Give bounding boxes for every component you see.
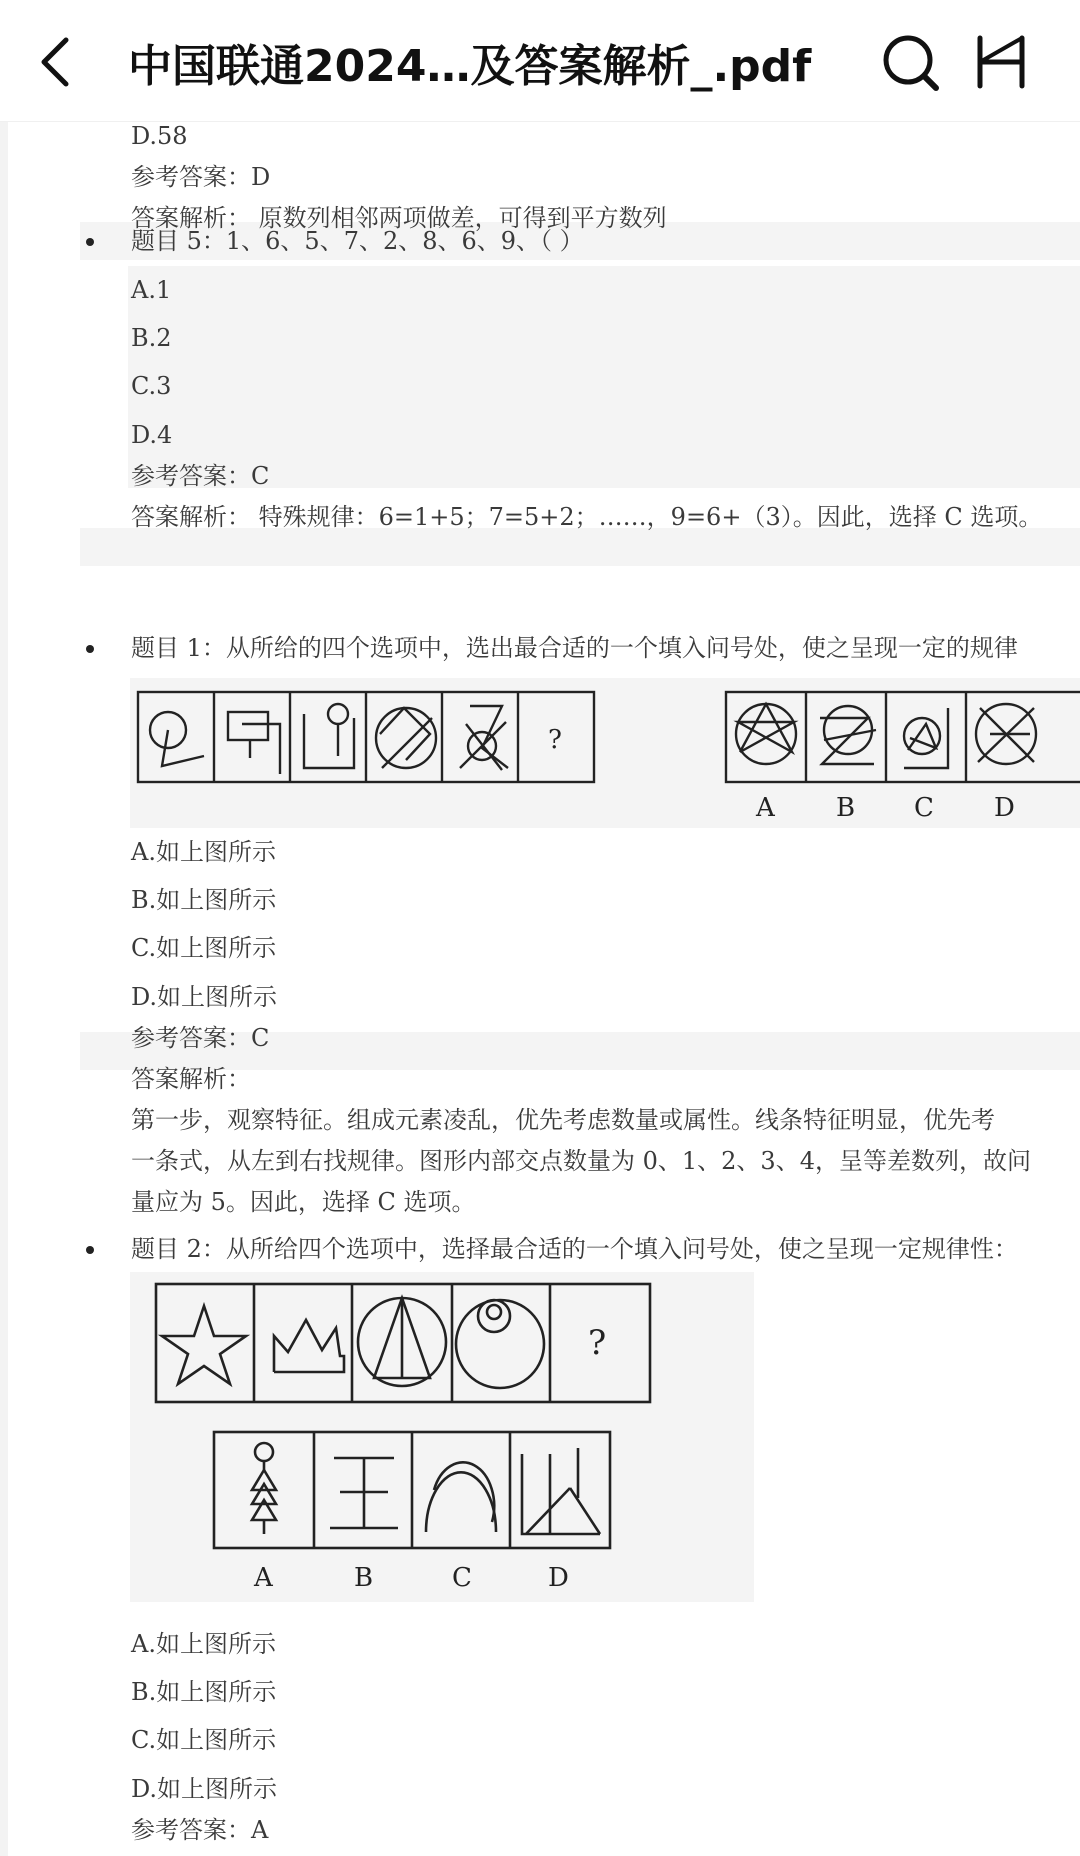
q1-figure (130, 678, 1080, 828)
q1-option-c: C.如上图所示 (131, 934, 277, 962)
q5-option-b: B.2 (131, 324, 172, 352)
q5-bullet (86, 238, 94, 246)
top-app-bar (0, 0, 1080, 122)
page-edge (0, 122, 8, 1856)
q2-title: 题目 2：从所给四个选项中，选择最合适的一个填入问号处，使之呈现一定规律性： (131, 1235, 1018, 1263)
menu-button[interactable] (972, 34, 1030, 90)
q1-title: 题目 1：从所给的四个选项中，选出最合适的一个填入问号处，使之呈现一定的规律 (131, 634, 1018, 662)
q1-option-b: B.如上图所示 (131, 886, 277, 914)
q5-option-c: C.3 (131, 372, 172, 400)
menu-icon (972, 34, 1030, 90)
q1-explanation-line-1: 第一步，观察特征。组成元素凌乱，优先考虑数量或属性。线条特征明显，优先考 (131, 1106, 995, 1134)
q2-answer: 参考答案：A (131, 1816, 269, 1844)
q1-choice-d: D (994, 793, 1015, 823)
prev-option-d: D.58 (131, 122, 188, 150)
q5-option-a: A.1 (131, 276, 172, 304)
q2-option-d: D.如上图所示 (131, 1775, 278, 1803)
q2-option-c: C.如上图所示 (131, 1726, 277, 1754)
q2-bullet (86, 1246, 94, 1254)
q1-option-a: A.如上图所示 (131, 838, 276, 866)
q1-bullet (86, 645, 94, 653)
back-button[interactable] (34, 34, 78, 90)
q1-answer: 参考答案：C (131, 1024, 270, 1052)
q5-options-band (128, 266, 1080, 488)
search-button[interactable] (880, 32, 942, 94)
q1-question-mark: ? (548, 725, 562, 755)
q5-title: 题目 5：1、6、5、7、2、8、6、9、（ ） (131, 227, 584, 255)
document-title: 中国联通2024…及答案解析_.pdf (128, 41, 812, 92)
q2-choice-c: C (452, 1563, 472, 1593)
q2-figure (130, 1272, 754, 1602)
q1-choice-c: C (914, 793, 934, 823)
search-icon (880, 32, 942, 94)
q2-choice-b: B (354, 1563, 374, 1593)
q1-choice-b: B (836, 793, 856, 823)
q2-choice-a: A (254, 1563, 273, 1593)
q1-option-d: D.如上图所示 (131, 983, 278, 1011)
q2-choice-d: D (548, 1563, 569, 1593)
q2-option-b: B.如上图所示 (131, 1678, 277, 1706)
q5-option-d: D.4 (131, 421, 173, 449)
q2-question-mark: ? (588, 1323, 607, 1363)
q1-explanation-line-2: 一条式，从左到右找规律。图形内部交点数量为 0、1、2、3、4，呈等差数列，故问 (131, 1147, 1031, 1175)
q5-answer: 参考答案：C (131, 462, 270, 490)
q1-explanation-line-3: 量应为 5。因此，选择 C 选项。 (131, 1188, 476, 1216)
q5-explanation: 答案解析： 特殊规律：6=1+5；7=5+2；……，9=6+（3）。因此，选择 C 选项。 (131, 503, 1043, 531)
pdf-page[interactable] (0, 122, 1080, 1856)
q2-option-a: A.如上图所示 (131, 1630, 276, 1658)
prev-explanation: 答案解析： 原数列相邻两项做差，可得到平方数列 (131, 204, 667, 232)
prev-answer: 参考答案：D (131, 163, 271, 191)
back-icon (34, 34, 78, 90)
q1-explanation-label: 答案解析： (131, 1065, 251, 1093)
q1-choice-a: A (756, 793, 775, 823)
